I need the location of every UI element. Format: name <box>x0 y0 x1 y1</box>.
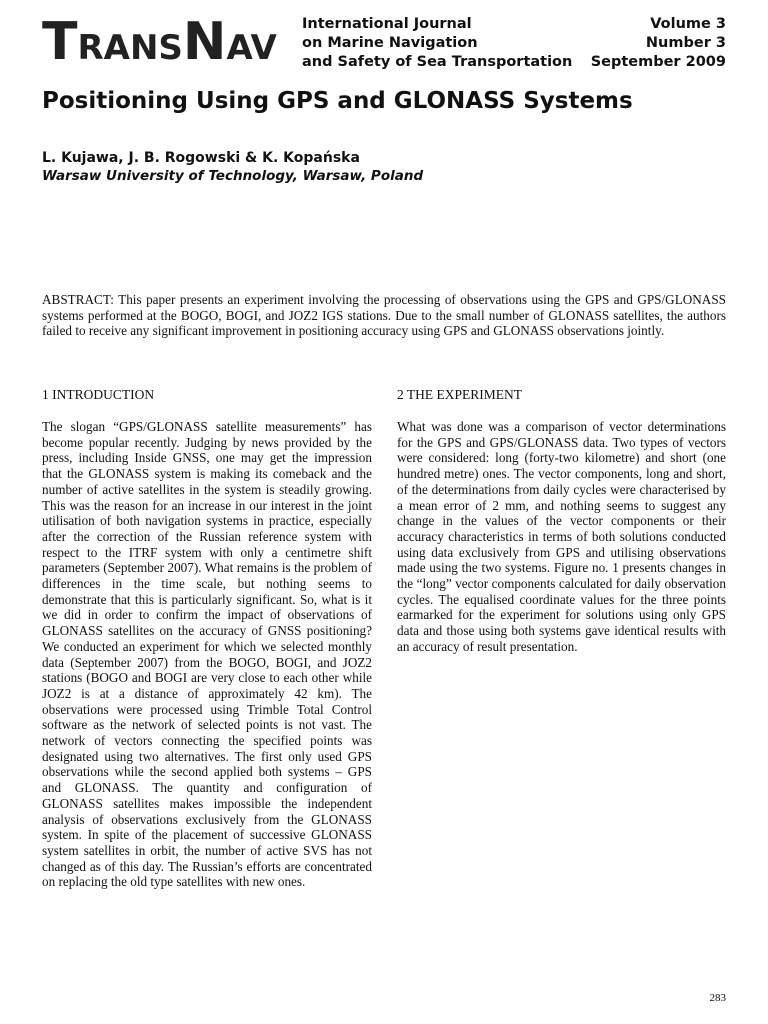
paper-affiliation: Warsaw University of Technology, Warsaw, Poland <box>42 168 424 184</box>
paper-title: Positioning Using GPS and GLONASS Systems <box>42 88 633 114</box>
issue-number: Number 3 <box>645 35 726 51</box>
abstract: ABSTRACT: This paper presents an experiment involving the processing of observations using the GPS and GPS/GLONASS systems performed at the BOGO, BOGI, and JOZ2 IGS stations. Due to the small number of GLONASS satellites, the authors failed to receive any significant improvement in positioning accuracy using GPS and GLONASS observations jointly. <box>42 292 726 339</box>
journal-line-1: International Journal <box>302 16 472 32</box>
journal-logo <box>42 14 292 70</box>
journal-name <box>302 15 572 72</box>
page-number: 283 <box>709 992 726 1004</box>
journal-line-2: on Marine Navigation <box>302 35 478 51</box>
logo-text-av: AV <box>226 28 277 68</box>
section-text-introduction: The slogan “GPS/GLONASS satellite measurements” has become popular recently. Judging by news provided by the press, including Inside GNSS, one may get the impression that the GLONASS system is making its comeback and the number of active satellites in the system is steadily growing. This was the reason for an increase in our interest in the joint utilisation of both navigation systems in practice, especially after the correction of the Russian reference system with respect to the ITRF system with only a centimetre shift parameters (September 2007). What remains is the problem of differences in the time scale, but nothing seems to demonstrate that this is particularly significant. So, what is it we did in order to confirm the impact of observations of GLONASS satellites on the accuracy of GNSS positioning? We conducted an experiment for which we selected monthly data (September 2007) from the BOGO, BOGI, and JOZ2 stations (BOGO and BOGI are very close to each other while JOZ2 is at a distance of approximately 42 km). The observations were processed using Trimble Total Control software as the network of selected points is not vast. The network of vectors connecting the specified points was designated using two alternatives. The first only used GPS observations while the second applied both systems – GPS and GLONASS. The quantity and configuration of GLONASS satellites makes impossible the independent analysis of observations exclusively from the GLONASS system. In spite of the placement of successive GLONASS system satellites in orbit, the number of active SVS has not changed as of this day. The Russian’s efforts are concentrated on replacing the old type satellites with new ones. <box>42 419 372 890</box>
issue-date: September 2009 <box>590 54 726 70</box>
logo-letter-n: N <box>182 12 227 72</box>
logo-letter-t: T <box>42 12 78 72</box>
section-heading-experiment: 2 THE EXPERIMENT <box>397 387 522 402</box>
section-text-experiment: What was done was a comparison of vector determinations for the GPS and GPS/GLONASS data. Two types of vectors were considered: long (forty-two kilometre) and short (one hundred metre) ones. The vector components, long and short, of the determinations from daily cycles were characterised by a mean error of 2 mm, and nothing seems to suggest any change in the values of the vector components or their accuracy characteristics in terms of both solutions conducted using data exclusively from GPS and utilising observations made using the two systems. Figure no. 1 presents changes in the “long” vector components calculated for daily observation cycles. The equalised coordinate values for the three points earmarked for the experiment for solutions using only GPS data and those using both systems gave identical results with an accuracy of result presentation. <box>397 419 726 654</box>
section-heading-introduction: 1 INTRODUCTION <box>42 387 155 402</box>
issue-info <box>591 15 726 72</box>
volume: Volume 3 <box>650 16 726 32</box>
journal-line-3: and Safety of Sea Transportation <box>302 54 573 70</box>
paper-authors: L. Kujawa, J. B. Rogowski & K. Kopańska <box>42 150 360 166</box>
logo-text-rans: RANS <box>77 28 183 68</box>
